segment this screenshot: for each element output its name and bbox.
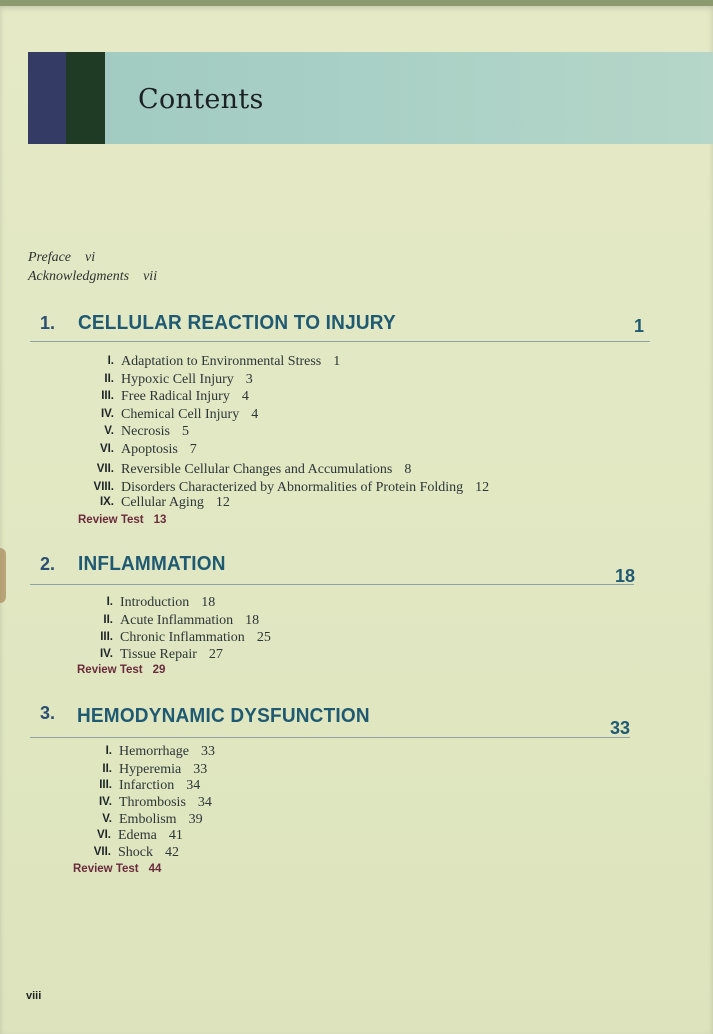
chapter-page-number: 33 xyxy=(610,718,631,738)
front-matter-label: Preface xyxy=(28,250,72,265)
toc-entry[interactable] xyxy=(104,371,253,388)
chapter-number: 3. xyxy=(40,703,56,723)
front-matter-preface[interactable] xyxy=(28,250,95,266)
section-page: 12 xyxy=(475,480,490,495)
review-page: 44 xyxy=(148,863,162,875)
section-page: 5 xyxy=(182,424,189,439)
front-matter-acknowledgments[interactable] xyxy=(28,269,157,285)
front-matter-label: Acknowledgments xyxy=(28,269,130,284)
review-page: 13 xyxy=(153,514,167,526)
section-title: Introduction xyxy=(120,595,190,610)
section-title: Hemorrhage xyxy=(119,744,189,759)
section-numeral: I. xyxy=(107,355,114,367)
section-numeral: V. xyxy=(102,813,112,825)
toc-entry[interactable] xyxy=(102,811,203,828)
header-blue-block xyxy=(28,52,66,144)
section-title: Tissue Repair xyxy=(120,647,197,662)
section-page: 33 xyxy=(193,762,208,777)
section-title: Hyperemia xyxy=(119,762,182,777)
chapter-page-number: 18 xyxy=(615,566,636,586)
section-numeral: I. xyxy=(106,596,113,608)
section-page: 41 xyxy=(168,828,183,843)
section-page: 27 xyxy=(208,647,223,662)
section-title: Shock xyxy=(118,845,153,860)
contents-header-band xyxy=(28,52,713,144)
section-numeral: IV. xyxy=(98,796,112,808)
section-title: Infarction xyxy=(119,778,175,793)
toc-entry[interactable] xyxy=(99,646,223,663)
section-numeral: II. xyxy=(103,614,113,626)
page-title: Contents xyxy=(138,84,264,115)
section-numeral: IV. xyxy=(99,648,113,660)
section-title: Acute Inflammation xyxy=(120,613,234,628)
section-numeral: III. xyxy=(99,779,112,791)
section-page: 39 xyxy=(188,812,203,827)
section-title: Chronic Inflammation xyxy=(120,630,245,645)
toc-entry[interactable] xyxy=(101,388,249,405)
chapter-divider xyxy=(30,584,634,585)
toc-entry[interactable] xyxy=(98,794,212,811)
review-page: 29 xyxy=(152,664,166,676)
section-page: 34 xyxy=(197,795,212,810)
toc-entry[interactable] xyxy=(93,844,179,861)
section-title: Free Radical Injury xyxy=(121,389,230,404)
front-matter-page: vi xyxy=(85,250,96,265)
section-title: Necrosis xyxy=(121,424,170,439)
section-title: Edema xyxy=(118,828,157,843)
section-page: 18 xyxy=(245,613,260,628)
review-test-link[interactable] xyxy=(73,863,161,875)
chapter-number: 2. xyxy=(40,554,56,574)
section-page: 25 xyxy=(256,630,271,645)
chapter-divider xyxy=(30,737,630,738)
page-folio: viii xyxy=(26,990,42,1002)
section-title: Embolism xyxy=(119,812,177,827)
section-page: 42 xyxy=(165,845,179,860)
chapter-title[interactable]: INFLAMMATION xyxy=(78,553,226,576)
section-title: Hypoxic Cell Injury xyxy=(121,372,234,387)
review-label: Review Test xyxy=(73,863,139,875)
review-test-link[interactable] xyxy=(77,664,165,676)
section-page: 34 xyxy=(186,778,201,793)
toc-entry[interactable] xyxy=(100,629,271,646)
finger-shadow xyxy=(0,548,6,603)
section-page: 4 xyxy=(241,389,249,404)
section-title: Reversible Cellular Changes and Accumulations xyxy=(121,462,393,477)
section-numeral: VI. xyxy=(99,443,114,455)
section-numeral: I. xyxy=(105,745,112,757)
review-test-link[interactable] xyxy=(78,514,166,526)
section-page: 18 xyxy=(201,595,216,610)
section-numeral: V. xyxy=(104,425,114,437)
section-title: Cellular Aging xyxy=(121,495,204,510)
toc-entry[interactable] xyxy=(105,743,215,760)
review-label: Review Test xyxy=(78,514,144,526)
section-title: Thrombosis xyxy=(119,795,186,810)
section-numeral: VII. xyxy=(96,463,114,475)
toc-entry[interactable] xyxy=(102,761,208,778)
section-page: 1 xyxy=(333,354,341,369)
section-page: 7 xyxy=(189,442,197,457)
section-page: 4 xyxy=(251,407,259,422)
section-numeral: VII. xyxy=(93,846,111,858)
toc-entry[interactable] xyxy=(99,777,201,794)
section-numeral: VI. xyxy=(96,829,111,841)
section-page: 3 xyxy=(245,372,253,387)
section-title: Apoptosis xyxy=(121,442,178,457)
chapter-title[interactable]: CELLULAR REACTION TO INJURY xyxy=(78,312,396,335)
header-green-block xyxy=(66,52,105,144)
section-page: 33 xyxy=(200,744,215,759)
section-page: 8 xyxy=(404,462,412,477)
section-title: Chemical Cell Injury xyxy=(121,407,240,422)
chapter-number: 1. xyxy=(40,313,56,333)
section-page: 12 xyxy=(215,495,230,510)
chapter-title[interactable]: HEMODYNAMIC DYSFUNCTION xyxy=(77,705,370,728)
section-numeral: III. xyxy=(100,631,113,643)
toc-entry[interactable] xyxy=(103,612,260,629)
chapter-page-number: 1 xyxy=(634,316,645,336)
toc-entry[interactable] xyxy=(106,594,216,611)
chapter-divider xyxy=(30,341,650,342)
section-numeral: II. xyxy=(102,763,112,775)
toc-entry[interactable] xyxy=(96,827,183,844)
section-numeral: III. xyxy=(101,390,114,402)
toc-entry[interactable] xyxy=(104,423,189,440)
toc-entry[interactable] xyxy=(107,353,341,370)
section-numeral: II. xyxy=(104,373,114,385)
section-title: Adaptation to Environmental Stress xyxy=(121,354,322,369)
toc-entry[interactable] xyxy=(96,461,412,478)
front-matter-page: vii xyxy=(143,269,158,284)
section-numeral: VIII. xyxy=(93,481,114,493)
toc-entry[interactable] xyxy=(100,406,259,423)
toc-entry[interactable] xyxy=(99,441,197,458)
section-numeral: IV. xyxy=(100,408,114,420)
section-title: Disorders Characterized by Abnormalities of Protein Folding xyxy=(121,480,464,495)
section-numeral: IX. xyxy=(99,496,114,508)
toc-entry[interactable] xyxy=(99,494,230,511)
review-label: Review Test xyxy=(77,664,143,676)
